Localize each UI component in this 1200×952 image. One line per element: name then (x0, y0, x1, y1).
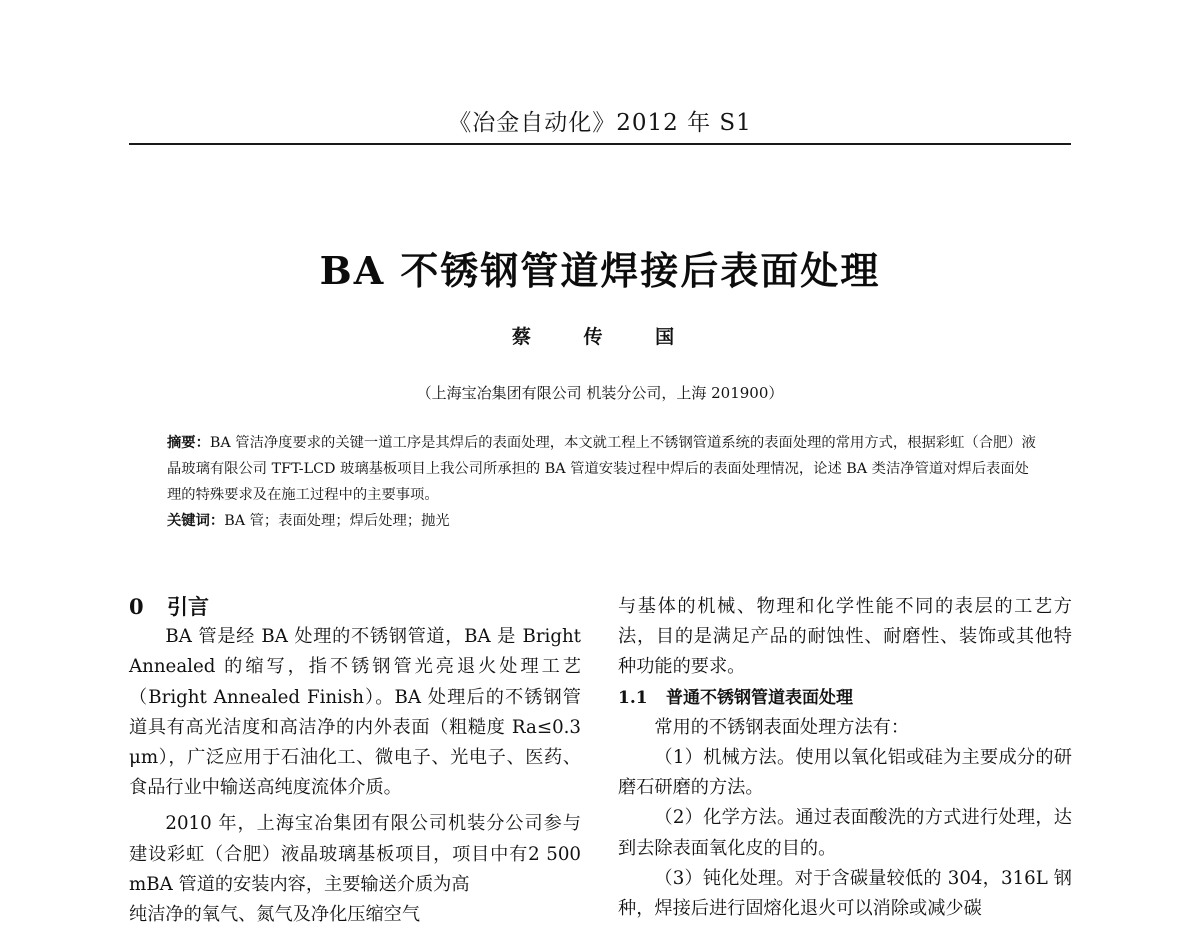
intro-paragraph-2: 2010 年，上海宝冶集团有限公司机装分公司参与建设彩虹（合肥）液晶玻璃基板项目，项目中有2 500 mBA 管道的安装内容，主要输送介质为高 (129, 813, 581, 895)
method-item-2: （2）化学方法。通过表面酸洗的方式进行处理，达到去除表面氧化皮的目的。 (618, 807, 1072, 859)
method-item-1: （1）机械方法。使用以氧化铝或硅为主要成分的研磨石研磨的方法。 (618, 747, 1072, 799)
abstract-block (167, 430, 1037, 534)
section-number: 0 (129, 594, 144, 619)
abstract-text: BA 管洁净度要求的关键一道工序是其焊后的表面处理，本文就工程上不锈钢管道系统的表面处理的常用方式，根据彩虹（合肥）液晶玻璃有限公司 TFT-LCD 玻璃基板项目上我公司所承担的 BA 管道安装过程中焊后的表面处理情况，论述 BA 类洁净管道对焊后表面处理的特殊要求及在施工过程中的主要事项。 (167, 435, 1036, 503)
keywords-text: BA 管；表面处理；焊后处理；抛光 (224, 513, 450, 529)
right-column (618, 592, 1072, 924)
keywords-label: 关键词： (167, 513, 225, 529)
keywords (167, 508, 1037, 534)
methods-intro: 常用的不锈钢表面处理方法有： (654, 716, 910, 738)
author-affiliation: （上海宝冶集团有限公司 机装分公司，上海 201900） (416, 384, 784, 402)
continued-paragraph: 与基体的机械、物理和化学性能不同的表层的工艺方法，目的是满足产品的耐蚀性、耐磨性、装饰或其他特种功能的要求。 (618, 596, 1072, 678)
subsection-number: 1.1 (618, 687, 648, 708)
intro-paragraph-2-cutoff: 纯洁净的氧气、氮气及净化压缩空气 (129, 904, 421, 923)
section-heading-intro (129, 592, 581, 622)
abstract-label: 摘要： (167, 435, 210, 451)
article-title: BA 不锈钢管道焊接后表面处理 (319, 248, 881, 293)
left-column (129, 592, 581, 922)
header-rule (129, 143, 1071, 145)
method-item-3: （3）钝化处理。对于含碳量较低的 304，316L 钢种，焊接后进行固熔化退火可以消除或减少碳 (618, 867, 1072, 920)
abstract (167, 430, 1037, 508)
intro-paragraph-1: BA 管是经 BA 处理的不锈钢管道，BA 是 Bright Annealed 的缩写，指不锈钢管光亮退火处理工艺（Bright Annealed Finish）。BA 处理后的不锈钢管道具有高光洁度和高洁净的内外表面（粗糙度 Ra≤0.3 μm），广泛应用于石油化工、微电子、光电子、医药、食品行业中输送高纯度流体介质。 (129, 626, 581, 799)
section-title: 引言 (167, 595, 209, 619)
journal-header: 《冶金自动化》2012 年 S1 (448, 110, 752, 136)
subsection-title: 普通不锈钢管道表面处理 (666, 687, 853, 708)
subsection-heading (618, 683, 1072, 713)
article-author: 蔡 传 国 (511, 326, 689, 348)
